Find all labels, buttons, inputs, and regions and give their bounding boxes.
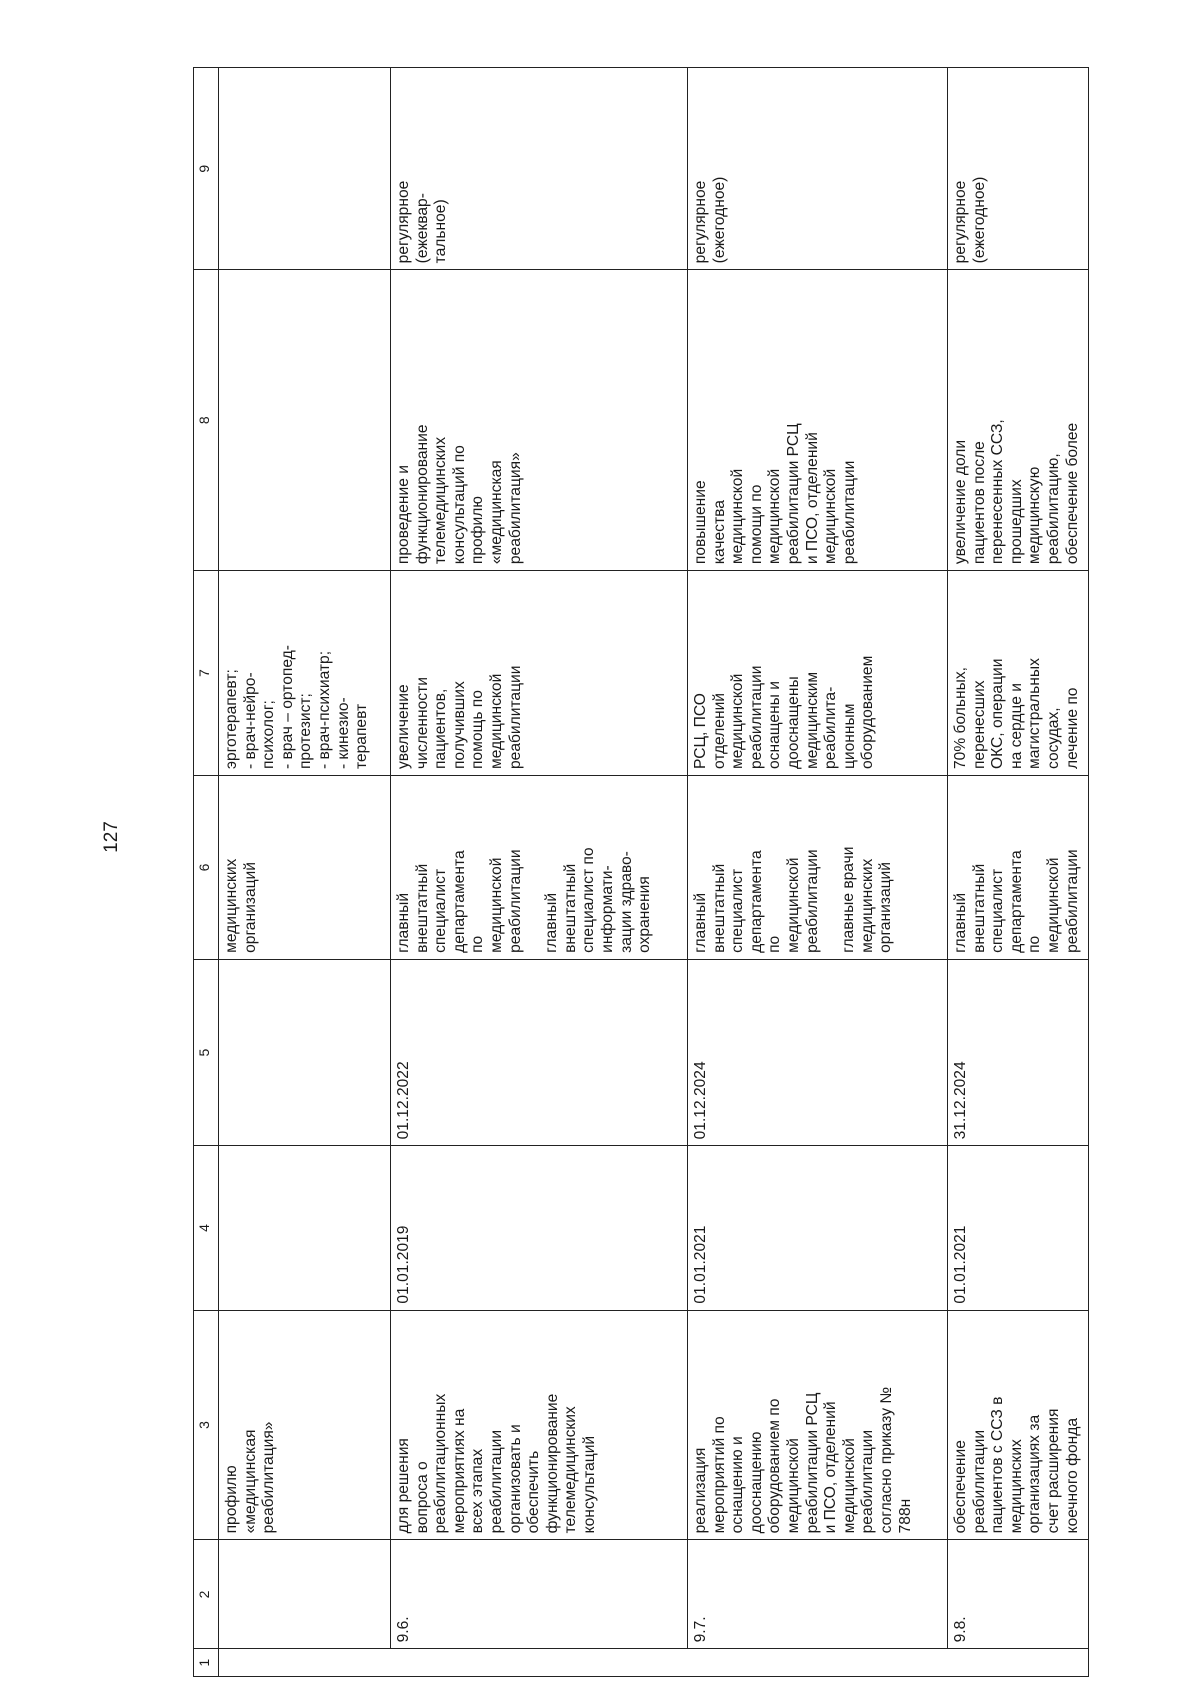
col-number-5: 5 bbox=[194, 959, 219, 1146]
plan-table bbox=[193, 67, 1089, 1677]
result-text: РСЦ, ПСО отделений медицинской реабилитации оснащены и дооснащены медицинским реабилита- ционным оборудованием bbox=[688, 571, 948, 776]
col-number-6: 6 bbox=[194, 776, 219, 960]
measure-text: реализация мероприятий по оснащению и дооснащению оборудованием по медицинской реабилитации РСЦ и ПСО, отделений медицинской реабилитации согласно приказу № 788н bbox=[688, 1310, 948, 1540]
end-date: 31.12.2024 bbox=[948, 959, 1089, 1146]
col-number-4: 4 bbox=[194, 1146, 219, 1310]
item-number bbox=[219, 1540, 391, 1649]
end-date: 01.12.2022 bbox=[391, 959, 688, 1146]
item-number: 9.6. bbox=[391, 1540, 688, 1649]
empty-cell bbox=[948, 1649, 1089, 1677]
table-row bbox=[948, 68, 1089, 1677]
indicator-text: увеличение доли пациентов после перенесенных ССЗ, прошедших медицинскую реабилитацию, обеспечение более bbox=[948, 270, 1089, 571]
empty-cell bbox=[688, 1649, 948, 1677]
col-number-1: 1 bbox=[194, 1649, 219, 1677]
co-responsible-text: главные врачи медицинских организаций bbox=[840, 846, 895, 953]
plan-table-rotated bbox=[193, 67, 1085, 1677]
result-text: 70% больных, перенесших ОКС, операции на сердце и магистральных сосудах, лечение по bbox=[948, 571, 1089, 776]
measure-text: профилю «медицинская реабилитация» bbox=[219, 1310, 391, 1540]
end-date: 01.12.2024 bbox=[688, 959, 948, 1146]
empty-cell bbox=[219, 1649, 391, 1677]
indicator-text: повышение качества медицинской помощи по медицинской реабилитации РСЦ и ПСО, отделений медицинской реабилитации bbox=[688, 270, 948, 571]
start-date: 01.01.2019 bbox=[391, 1146, 688, 1310]
responsible-text: главный внештатный специалист департамента по медицинской реабилитации bbox=[395, 849, 524, 953]
table-row bbox=[219, 68, 391, 1677]
table-row bbox=[391, 68, 688, 1677]
responsible-text: главный внештатный специалист департамента по медицинской реабилитации bbox=[952, 849, 1081, 953]
responsible-cell bbox=[688, 776, 948, 960]
result-text: эрготерапевт; - врач-нейро- психолог; - врач – ортопед- протезист; - врач-психиатр; - кинезио- терапевт bbox=[219, 571, 391, 776]
responsible-cell bbox=[391, 776, 688, 960]
col-number-7: 7 bbox=[194, 571, 219, 776]
indicator-text: проведение и функционирование телемедицинских консультаций по профилю «медицинская реабилитация» bbox=[391, 270, 688, 571]
start-date: 01.01.2021 bbox=[948, 1146, 1089, 1310]
periodicity-text: регулярное (ежегодное) bbox=[948, 68, 1089, 270]
page-number: 127 bbox=[101, 821, 122, 853]
item-number: 9.8. bbox=[948, 1540, 1089, 1649]
table-row bbox=[688, 68, 948, 1677]
periodicity-text: регулярное (ежегодное) bbox=[688, 68, 948, 270]
empty-cell bbox=[391, 1649, 688, 1677]
responsible-text: главный внештатный специалист департамента по медицинской реабилитации bbox=[692, 849, 821, 953]
end-date bbox=[219, 959, 391, 1146]
measure-text: для решения вопроса о реабилитационных мероприятиях на всех этапах реабилитации организовать и обеспечить функционирование телемедицинских консультаций bbox=[391, 1310, 688, 1540]
col-number-8: 8 bbox=[194, 270, 219, 571]
col-number-9: 9 bbox=[194, 68, 219, 270]
item-number: 9.7. bbox=[688, 1540, 948, 1649]
periodicity-text: регулярное (ежеквар- тальное) bbox=[391, 68, 688, 270]
column-number-row bbox=[194, 68, 219, 1677]
col-number-3: 3 bbox=[194, 1310, 219, 1540]
indicator-text bbox=[219, 270, 391, 571]
measure-text: обеспечение реабилитации пациентов с ССЗ в медицинских организациях за счет расширения коечного фонда bbox=[948, 1310, 1089, 1540]
start-date: 01.01.2021 bbox=[688, 1146, 948, 1310]
responsible-text: медицинских организаций bbox=[223, 858, 259, 953]
result-text: увеличение численности пациентов, получивших помощь по медицинской реабилитации bbox=[391, 571, 688, 776]
start-date bbox=[219, 1146, 391, 1310]
periodicity-text bbox=[219, 68, 391, 270]
responsible-cell bbox=[948, 776, 1089, 960]
responsible-cell bbox=[219, 776, 391, 960]
col-number-2: 2 bbox=[194, 1540, 219, 1649]
co-responsible-text: главный внештатный специалист по информати- зации здраво- охранения bbox=[543, 847, 654, 953]
